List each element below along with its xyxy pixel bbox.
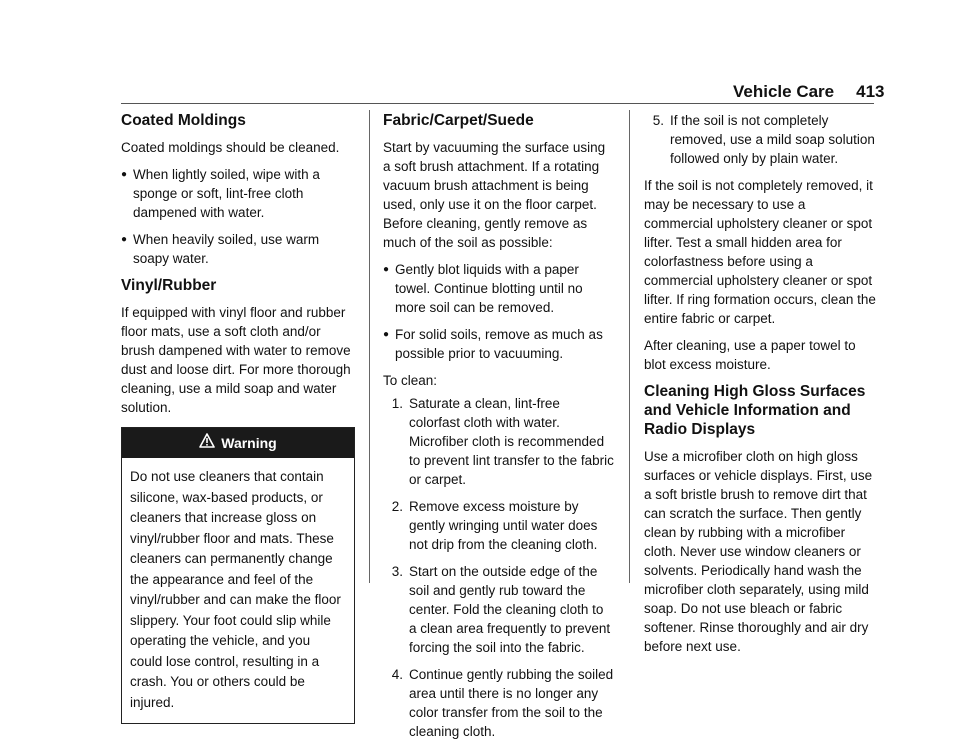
bullet-icon: ●	[383, 264, 390, 275]
blot-moisture-text: After cleaning, use a paper towel to blot excess moisture.	[644, 338, 856, 372]
to-clean-label: To clean:	[383, 373, 438, 388]
step-number: 3.	[391, 564, 403, 579]
step-text: Remove excess moisture by gently wringing until water does not drip from the cleaning cloth.	[409, 499, 598, 552]
step-text: Saturate a clean, lint-free colorfast cloth with water. Microfiber cloth is recommended to prevent lint transfer to the fabric or carpet.	[409, 396, 614, 487]
header-divider	[121, 103, 874, 104]
warning-triangle-icon	[199, 433, 215, 453]
vinyl-rubber-heading: Vinyl/Rubber	[121, 277, 217, 294]
vinyl-rubber-text: If equipped with vinyl floor and rubber floor mats, use a soft cloth and/or brush dampened with water to remove dust and loose dirt. For more thorough cleaning, use a mild soap and water solution.	[121, 305, 351, 415]
step-number: 2.	[391, 499, 403, 514]
bullet-text: Gently blot liquids with a paper towel. Continue blotting until no more soil can be removed.	[395, 262, 583, 315]
warning-label: Warning	[221, 434, 277, 451]
warning-header	[122, 428, 354, 458]
step-number: 4.	[391, 667, 403, 682]
upholstery-cleaner-text: If the soil is not completely removed, it may be necessary to use a commercial upholstery cleaner or spot lifter. Test a small hidden area for colorfastness before using a commercial upholstery cleaner or spot lifter. If ring formation occurs, clean the entire fabric or carpet.	[644, 178, 876, 326]
step-text: Start on the outside edge of the soil and gently rub toward the center. Fold the cleaning cloth to a clean area frequently to prevent forcing the soil into the fabric.	[409, 564, 611, 655]
column-middle	[383, 111, 614, 749]
list-item	[383, 562, 614, 657]
list-item	[383, 497, 614, 554]
fabric-intro: Start by vacuuming the surface using a soft brush attachment. If a rotating vacuum brush attachment is being used, only use it on the floor carpet. Before cleaning, gently remove as much of the soil as possible:	[383, 140, 606, 250]
column-left	[121, 111, 355, 724]
bullet-icon: ●	[383, 329, 390, 340]
bullet-icon: ●	[121, 234, 128, 245]
step-text: If the soil is not completely removed, use a mild soap solution followed only by plain water.	[670, 113, 875, 166]
list-item	[121, 230, 355, 268]
list-item	[383, 665, 614, 741]
column-divider	[369, 110, 370, 583]
coated-moldings-intro: Coated moldings should be cleaned.	[121, 140, 340, 155]
high-gloss-text: Use a microfiber cloth on high gloss surfaces or vehicle displays. First, use a soft bristle brush to remove dirt that can scratch the surface. Then gently clean by rubbing with a microfiber cloth. Never use window cleaners or solvents. Periodically hand wash the microfiber cloth separately, using mild soap. Do not use bleach or fabric softener. Rinse thoroughly and air dry before next use.	[644, 449, 873, 654]
bullet-icon: ●	[121, 169, 128, 180]
column-right	[644, 111, 876, 664]
list-item	[121, 165, 355, 222]
page-header	[733, 82, 885, 102]
coated-moldings-heading: Coated Moldings	[121, 112, 246, 129]
high-gloss-heading: Cleaning High Gloss Surfaces and Vehicle Information and Radio Displays	[644, 383, 866, 438]
warning-text: Do not use cleaners that contain silicone, wax-based products, or cleaners that increase gloss on vinyl/rubber floor and mats. These cleaners can permanently change the appearance and feel of the vinyl/rubber and can make the floor slippery. Your foot could slip while operating the vehicle, and you could lose control, resulting in a crash. You or others could be injured.	[130, 469, 341, 710]
column-divider	[629, 110, 630, 583]
bullet-text: When heavily soiled, use warm soapy water.	[133, 232, 320, 266]
step-number: 1.	[391, 396, 403, 411]
list-item	[383, 394, 614, 489]
list-item	[383, 325, 614, 363]
bullet-text: For solid soils, remove as much as possible prior to vacuuming.	[395, 327, 603, 361]
fabric-carpet-suede-heading: Fabric/Carpet/Suede	[383, 112, 534, 129]
step-text: Continue gently rubbing the soiled area until there is no longer any color transfer from the soil to the cleaning cloth.	[409, 667, 614, 739]
page-number: 413	[856, 82, 885, 101]
list-item	[383, 260, 614, 317]
list-item	[644, 111, 876, 168]
section-title: Vehicle Care	[733, 82, 835, 101]
bullet-text: When lightly soiled, wipe with a sponge or soft, lint-free cloth dampened with water.	[133, 167, 320, 220]
warning-box	[121, 427, 355, 724]
step-number: 5.	[652, 113, 664, 128]
